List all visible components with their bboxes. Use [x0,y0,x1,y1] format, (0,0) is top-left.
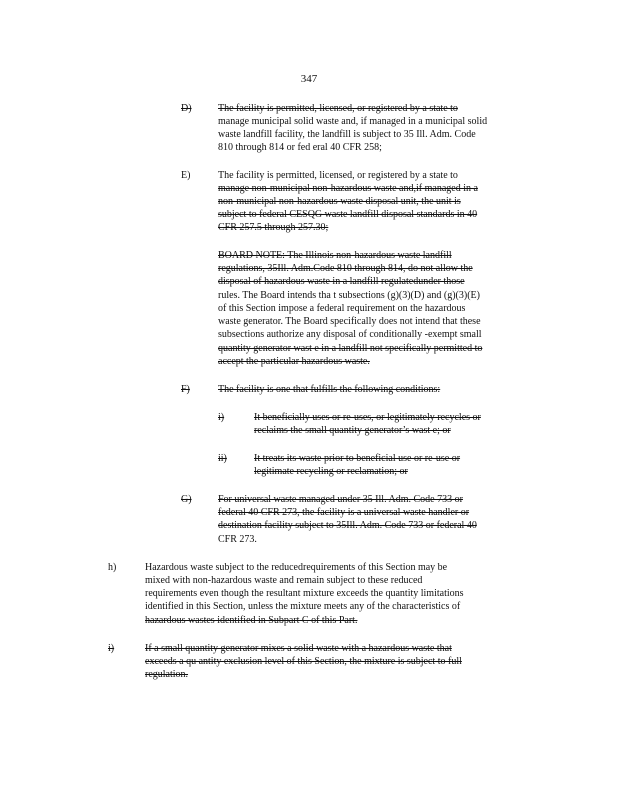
item-F-i-line: reclaims the small quantity generator’s wast e; or [254,425,451,436]
item-i-label: i) [108,643,115,654]
item-F-i-line: It beneficially uses or re-uses, or legitimately recycles or [254,412,481,423]
item-D-line: The facility is permitted, licensed, or registered by a state to [218,103,458,114]
board-note-line: subsections authorize any disposal of conditionally -exempt small [218,329,482,340]
page-number: 347 [300,73,318,85]
item-h-label: h) [108,562,117,573]
item-E-line: The facility is permitted, licensed, or registered by a state to [218,170,458,181]
item-D-label: D) [181,103,192,114]
item-G-line: CFR 273. [218,534,257,545]
item-h-line: hazardous wastes identified in Subpart C of this Part. [145,615,358,626]
item-h-line: requirements even though the resultant mixture exceeds the quantity limitations [145,588,464,599]
board-note-line: regulations, 35Ill. Adm.Code 810 through 814, do not allow the [218,263,473,274]
item-i-line: exceeds a qu antity exclusion level of this Section, the mixture is subject to full [145,656,462,667]
item-D-line: waste landfill facility, the landfill is subject to 35 Ill. Adm. Code [218,129,476,140]
item-i-line: If a small quantity generator mixes a solid waste with a hazardous waste that [145,643,452,654]
item-D-line: manage municipal solid waste and, if managed in a municipal solid [218,116,488,127]
board-note-line: quantity generator wast e in a landfill not specifically permitted to [218,343,483,354]
item-F-label: F) [181,384,190,395]
board-note-line: disposal of hazardous waste in a landfill regulatedunder those [218,276,465,287]
item-G-line: destination facility subject to 35Ill. Adm. Code 733 or federal 40 [218,520,477,531]
item-F-line: The facility is one that fulfills the following conditions: [218,384,441,395]
item-h-line: Hazardous waste subject to the reducedrequirements of this Section may be [145,562,448,573]
item-E-line: subject to federal CESQG waste landfill disposal standards in 40 [218,209,478,220]
item-h-line: mixed with non-hazardous waste and remain subject to these reduced [145,575,423,586]
item-D-line: 810 through 814 or fed eral 40 CFR 258; [218,142,382,153]
item-F-ii-line: legitimate recycling or reclamation; or [254,466,408,477]
board-note-line: waste generator. The Board specifically does not intend that these [218,316,481,327]
board-note-line: rules. The Board intends tha t subsections (g)(3)(D) and (g)(3)(E) [218,290,480,301]
item-G-line: For universal waste managed under 35 Ill. Adm. Code 733 or [218,494,463,505]
item-E-line: non-municipal non-hazardous waste disposal unit, the unit is [218,196,461,207]
board-note-line: of this Section impose a federal requirement on the hazardous [218,303,466,314]
item-F-i-label: i) [218,412,225,423]
item-E-label: E) [181,170,191,181]
item-G-label: G) [181,494,192,505]
board-note-line: accept the particular hazardous waste. [218,356,370,367]
item-i-line: regulation. [145,669,189,680]
item-h-line: identified in this Section, unless the mixture meets any of the characteristics of [145,601,461,612]
board-note-line: BOARD NOTE: The Illinois non-hazardous waste landfill [218,250,452,261]
item-F-ii-line: It treats its waste prior to beneficial use or re-use or [254,453,461,464]
item-E-line: CFR 257.5 through 257.30; [218,222,329,233]
item-G-line: federal 40 CFR 273, the facility is a universal waste handler or [218,507,470,518]
item-F-ii-label: ii) [218,453,227,464]
item-E-line: manage non-municipal non-hazardous waste and,if managed in a [218,183,478,194]
